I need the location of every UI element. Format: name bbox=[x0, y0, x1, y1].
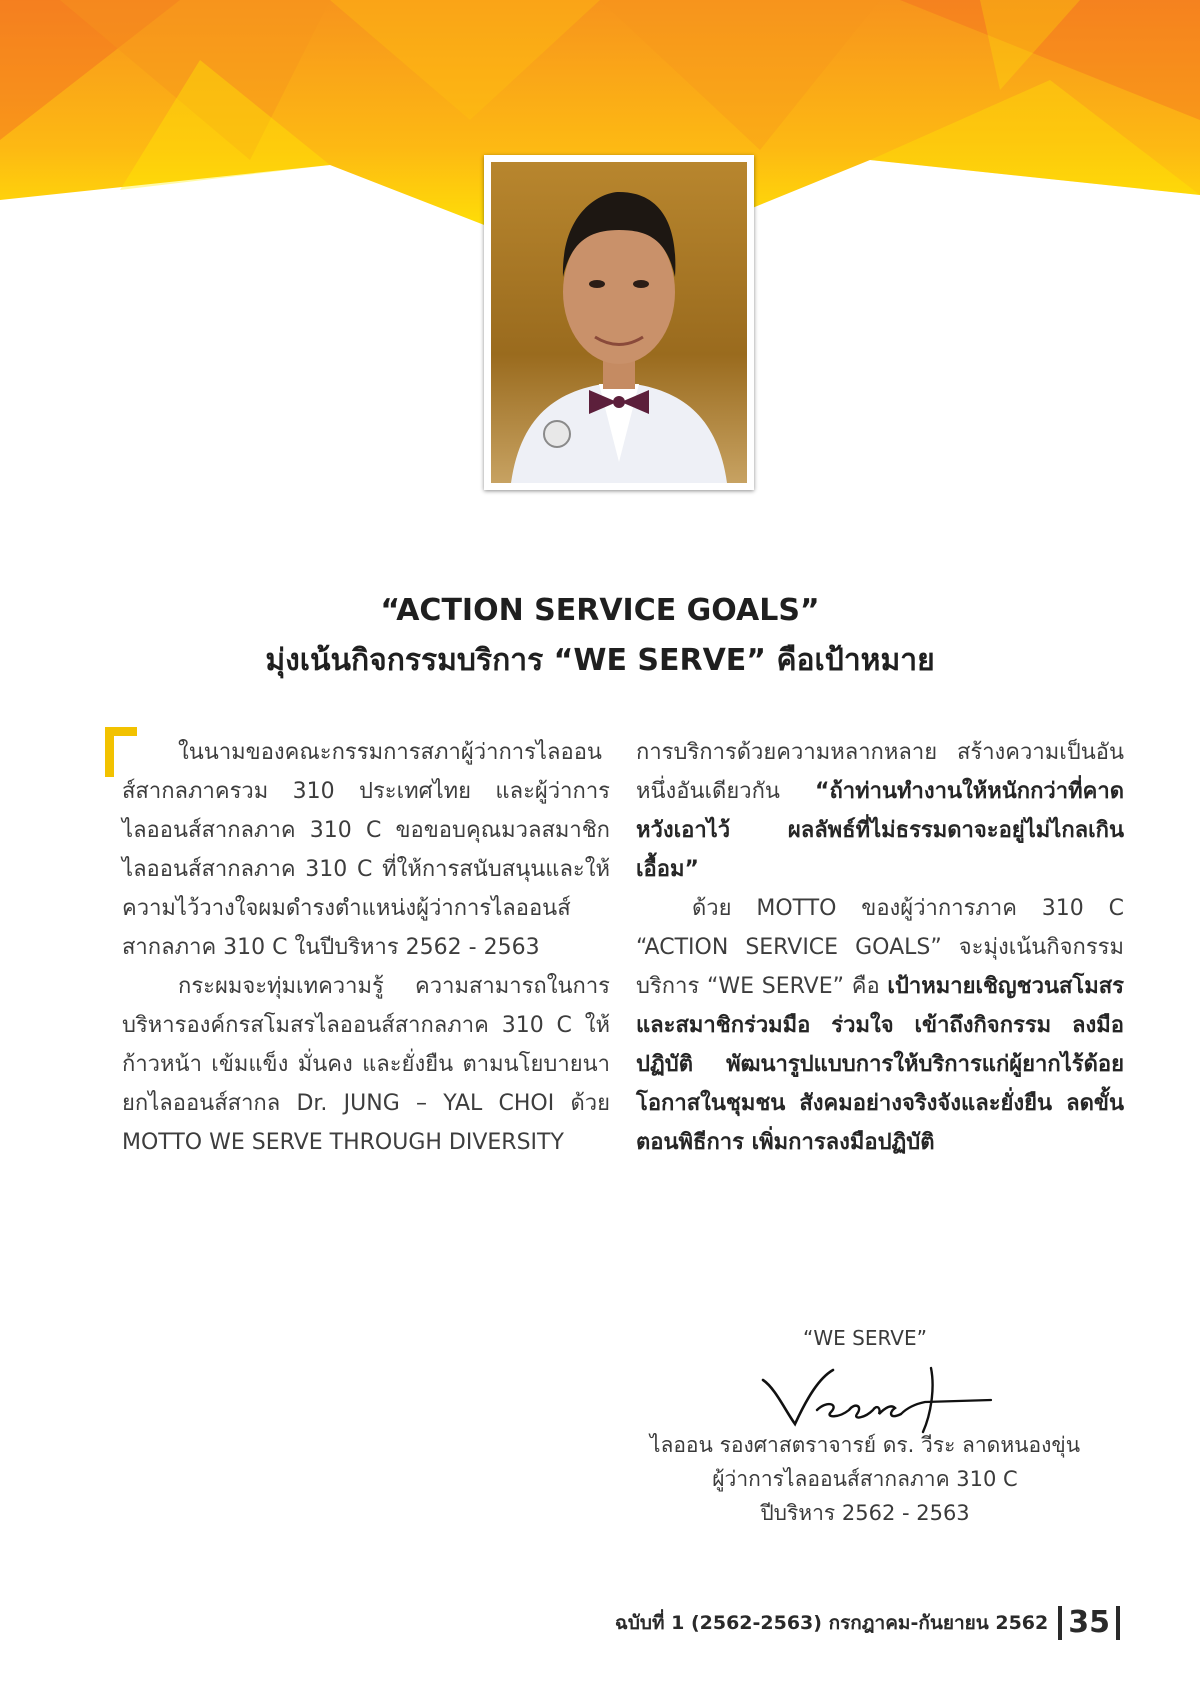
page-number: 35 bbox=[1058, 1606, 1120, 1640]
body-paragraph bbox=[636, 733, 1124, 889]
issue-info: ฉบับที่ 1 (2562-2563) กรกฎาคม-กันยายน 2562 bbox=[614, 1612, 1049, 1634]
body-left-column bbox=[122, 733, 610, 1162]
body-paragraph bbox=[636, 889, 1124, 1162]
body-paragraph: ในนามของคณะกรรมการสภาผู้ว่าการไลออนส์สากลภาครวม 310 ประเทศไทย และผู้ว่าการไลออนส์สากลภาค 310 C ขอขอบคุณมวลสมาชิกไลออนส์สากลภาค 310 C ที่ให้การสนับสนุนและให้ความไว้วางใจผมดำรงตำแหน่งผู้ว่าการไลออนส์สากลภาค 310 C ในปีบริหาร 2562 - 2563 bbox=[122, 740, 610, 960]
goal-emphasis: เป้าหมายเชิญชวนสโมสรและสมาชิกร่วมมือ ร่วมใจ เข้าถึงกิจกรรม ลงมือปฏิบัติ พัฒนารูปแบบการให้บริการแก่ผู้ยากไร้ด้อยโอกาสในชุมชน สังคมอย่างจริงจังและยั่งยืน ลดขั้นตอนพิธีการ เพิ่มการลงมือปฏิบัติ bbox=[636, 974, 1124, 1155]
signature-motto: “WE SERVE” bbox=[803, 1326, 927, 1350]
signatory-block bbox=[620, 1428, 1110, 1530]
body-paragraph: กระผมจะทุ่มเทความรู้ ความสามารถในการบริหารองค์กรสโมสรไลออนส์สากลภาค 310 C ให้ก้าวหน้า เข้มแข็ง มั่นคง และยั่งยืน ตามนโยบายนายกไลออนส์สากล Dr. JUNG – YAL CHOI ด้วย MOTTO WE SERVE THROUGH DIVERSITY bbox=[122, 974, 610, 1155]
portrait-photo bbox=[491, 162, 747, 483]
signatory-name: ไลออน รองศาสตราจารย์ ดร. วีระ ลาดหนองขุ่น bbox=[649, 1433, 1081, 1457]
signatory-term: ปีบริหาร 2562 - 2563 bbox=[760, 1501, 970, 1525]
governor-portrait bbox=[484, 155, 754, 490]
body-text: ด้วย MOTTO ของผู้ว่าการภาค 310 C “ACTION SERVICE GOALS” จะมุ่งเน้นกิจกรรมบริการ “WE SERVE” คือ bbox=[636, 896, 1124, 999]
handwritten-signature bbox=[755, 1348, 995, 1438]
headline-english: “ACTION SERVICE GOALS” bbox=[380, 593, 820, 628]
article-headline bbox=[0, 586, 1200, 686]
quote-emphasis: “ถ้าท่านทำงานให้หนักกว่าที่คาดหวังเอาไว้ ผลลัพธ์ที่ไม่ธรรมดาจะอยู่ไม่ไกลเกินเอื้อม” bbox=[636, 779, 1124, 882]
headline-thai: มุ่งเน้นกิจกรรมบริการ “WE SERVE” คือเป้าหมาย bbox=[265, 643, 935, 678]
page-footer bbox=[615, 1598, 1120, 1648]
body-text: การบริการด้วยความหลากหลาย สร้างความเป็นอันหนึ่งอันเดียวกัน bbox=[636, 740, 1124, 804]
body-right-column bbox=[636, 733, 1124, 1162]
signatory-title: ผู้ว่าการไลออนส์สากลภาค 310 C bbox=[712, 1467, 1018, 1491]
